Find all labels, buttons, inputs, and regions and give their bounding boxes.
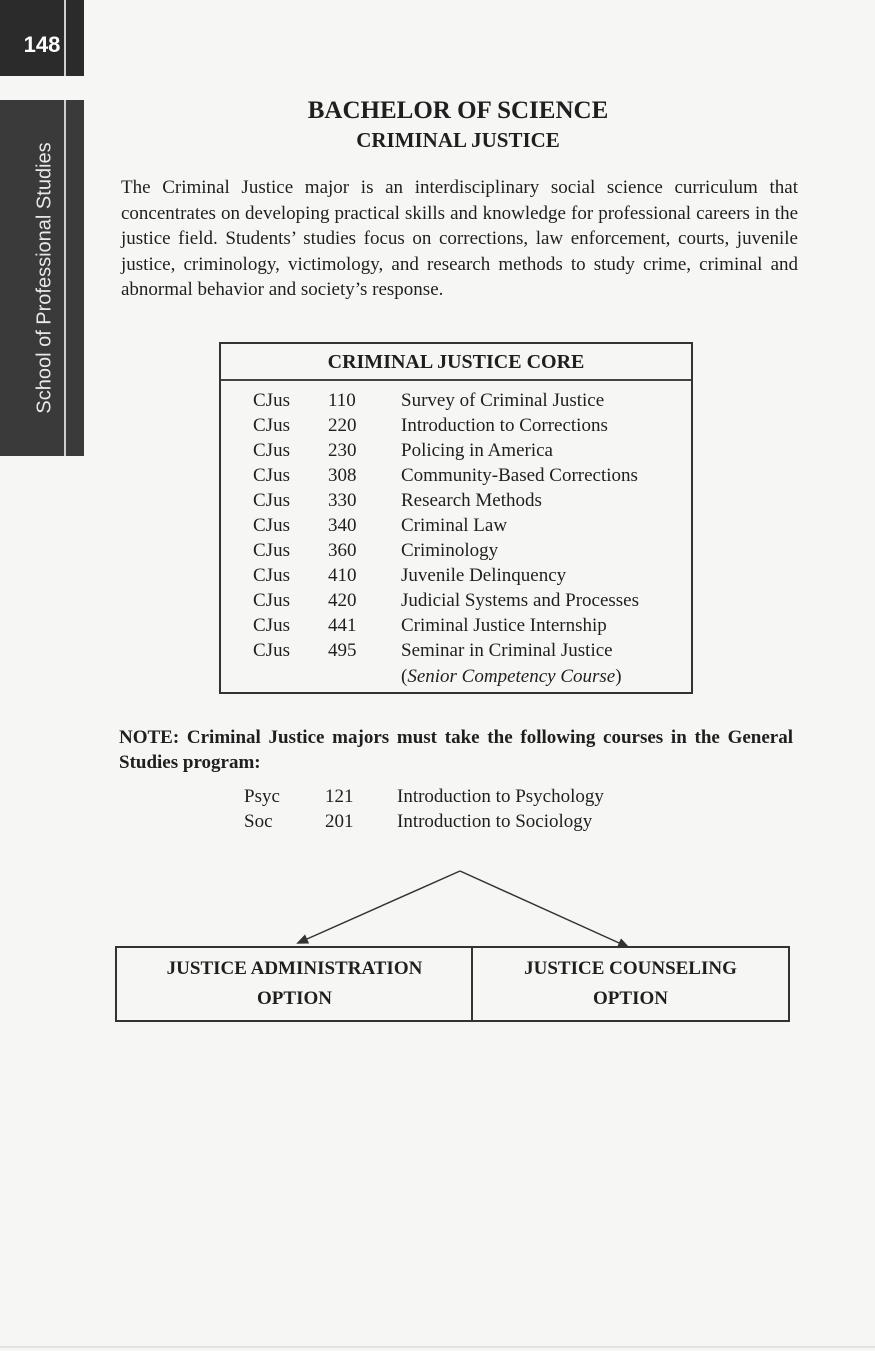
course-title: Judicial Systems and Processes [401, 590, 640, 611]
course-title: Seminar in Criminal Justice [401, 640, 613, 661]
course-number: 495 [328, 640, 357, 661]
course-title: Juvenile Delinquency [401, 565, 567, 586]
course-number: 110 [328, 390, 356, 411]
course-dept: CJus [253, 565, 290, 586]
course-dept: Soc [244, 811, 273, 832]
page-number: 148 [23, 32, 61, 57]
course-title: Community-Based Corrections [401, 465, 638, 486]
course-number: 330 [328, 490, 357, 511]
intro-paragraph: The Criminal Justice major is an interdisciplinary social science curriculum that concentrates on developing practical skills and knowledge for professional careers in the justice field. Students’ studies focus on corrections, law enforcement, courts, juvenile justice, criminology, victimology, and research methods to study crime, criminal and abnormal behavior and society’s response. [121, 177, 798, 300]
course-dept: Psyc [244, 786, 280, 807]
course-dept: CJus [253, 590, 290, 611]
course-dept: CJus [253, 465, 290, 486]
footer-rule [0, 1346, 875, 1348]
course-dept: CJus [253, 440, 290, 461]
course-number: 420 [328, 590, 357, 611]
justice-counseling-option [471, 946, 790, 1022]
course-title: Criminology [401, 540, 499, 561]
general-studies-note: NOTE: Criminal Justice majors must take the following courses in the General Studies program: [119, 727, 793, 773]
course-dept: CJus [253, 540, 290, 561]
course-dept: CJus [253, 390, 290, 411]
core-header: CRIMINAL JUSTICE CORE [221, 344, 691, 381]
course-number: 220 [328, 415, 357, 436]
course-title: Policing in America [401, 440, 553, 461]
course-dept: CJus [253, 515, 290, 536]
course-title: Criminal Law [401, 515, 508, 536]
justice-administration-option [115, 946, 473, 1022]
course-number: 230 [328, 440, 357, 461]
option-line-2: OPTION [257, 988, 332, 1009]
course-title: Introduction to Corrections [401, 415, 608, 436]
course-number: 201 [325, 811, 354, 832]
course-title: Introduction to Sociology [397, 811, 593, 832]
section-side-tab-label: School of Professional Studies [33, 142, 56, 414]
option-line-1: JUSTICE COUNSELING [524, 958, 737, 979]
course-title: Research Methods [401, 490, 542, 511]
course-title: Introduction to Psychology [397, 786, 604, 807]
course-number: 410 [328, 565, 357, 586]
course-dept: CJus [253, 415, 290, 436]
arrow-to-counseling [460, 871, 628, 947]
course-number: 121 [325, 786, 354, 807]
course-number: 340 [328, 515, 357, 536]
arrow-to-administration [298, 871, 460, 943]
option-line-1: JUSTICE ADMINISTRATION [166, 958, 423, 979]
course-number: 308 [328, 465, 357, 486]
course-title: Criminal Justice Internship [401, 615, 607, 636]
course-number: 441 [328, 615, 357, 636]
course-dept: CJus [253, 490, 290, 511]
page-subtitle: CRIMINAL JUSTICE [356, 128, 560, 152]
course-note: (Senior Competency Course) [401, 666, 622, 687]
course-title: Survey of Criminal Justice [401, 390, 605, 411]
page-title: BACHELOR OF SCIENCE [307, 97, 609, 124]
course-dept: CJus [253, 640, 290, 661]
course-dept: CJus [253, 615, 290, 636]
course-number: 360 [328, 540, 357, 561]
course-note-text: Senior Competency Course [407, 666, 616, 687]
option-line-2: OPTION [593, 988, 668, 1009]
